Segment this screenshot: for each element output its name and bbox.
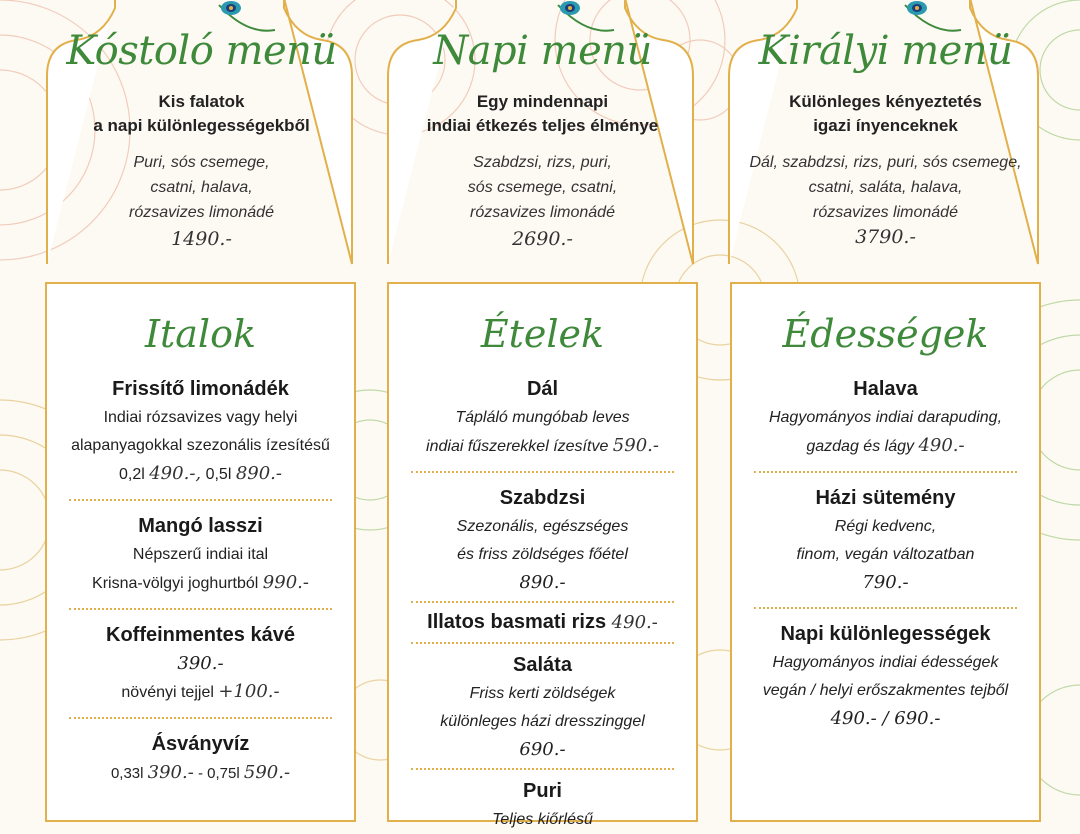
item-name: Ásványvíz bbox=[151, 733, 250, 755]
menu-subtitle: Kis falatok a napi különlegességekből bbox=[93, 92, 310, 135]
dotted-divider bbox=[411, 642, 674, 644]
menu-card-napi bbox=[386, 0, 699, 268]
dotted-divider bbox=[754, 471, 1017, 473]
item-name: Mangó lasszi bbox=[138, 515, 263, 537]
menu-description: Szabdzsi, rizs, puri, sós csemege, csatni, rózsavizes limonádé bbox=[467, 154, 618, 221]
item-name: Frissítő limonádék bbox=[112, 378, 289, 400]
list-item: Koffeinmentes kávé 390.- növényi tejjel +100.- bbox=[47, 620, 354, 707]
dotted-divider bbox=[411, 601, 674, 603]
dotted-divider bbox=[69, 608, 332, 610]
item-name: Koffeinmentes kávé bbox=[106, 624, 295, 646]
menu-title: Kóstoló menü bbox=[66, 28, 337, 74]
menu-card-kostolo bbox=[45, 0, 358, 268]
menu-price: 3790.- bbox=[855, 226, 916, 248]
menu-price: 2690.- bbox=[512, 228, 573, 250]
item-name: Puri bbox=[523, 780, 562, 802]
list-item: Dál Tápláló mungóbab leves indiai fűszerekkel ízesítve 590.- bbox=[389, 374, 696, 461]
list-item: Halava Hagyományos indiai darapuding, gazdag és lágy 490.- bbox=[732, 374, 1039, 461]
dotted-divider bbox=[69, 499, 332, 501]
section-etelek bbox=[387, 282, 698, 828]
section-title: Ételek bbox=[480, 312, 605, 356]
menu-title: Királyi menü bbox=[758, 28, 1013, 74]
dotted-divider bbox=[411, 471, 674, 473]
menu-subtitle: Egy mindennapi indiai étkezés teljes élménye bbox=[426, 92, 659, 135]
item-name: Halava bbox=[853, 378, 918, 400]
list-item: Puri Teljes kiőrlésű bbox=[389, 776, 696, 834]
menu-description: Dál, szabdzsi, rizs, puri, sós csemege, csatni, saláta, halava, rózsavizes limonádé bbox=[749, 154, 1022, 221]
list-item: Napi különlegességek Hagyományos indiai édességek vegán / helyi erőszakmentes tejből 490.- / 690.- bbox=[732, 619, 1039, 733]
section-italok bbox=[45, 282, 356, 822]
item-name: Illatos basmati rizs bbox=[427, 611, 607, 633]
item-name: Szabdzsi bbox=[499, 487, 586, 509]
item-name: Napi különlegességek bbox=[780, 623, 991, 645]
menu-subtitle: Különleges kényeztetés igazi ínyenceknek bbox=[789, 92, 982, 135]
menu-description: Puri, sós csemege, csatni, halava, rózsavizes limonádé bbox=[129, 154, 274, 221]
menu-price: 1490.- bbox=[171, 228, 232, 250]
dotted-divider bbox=[69, 717, 332, 719]
dotted-divider bbox=[411, 768, 674, 770]
list-item: Frissítő limonádék Indiai rózsavizes vagy helyi alapanyagokkal szezonális ízesítésű 0,2l 490.-, 0,5l 890.- bbox=[47, 374, 354, 489]
section-title: Italok bbox=[145, 312, 256, 356]
menu-title: Napi menü bbox=[433, 28, 652, 74]
dotted-divider bbox=[754, 607, 1017, 609]
list-item: Mangó lasszi Népszerű indiai ital Krisna-völgyi joghurtból 990.- bbox=[47, 511, 354, 598]
list-item: Házi sütemény Régi kedvenc, finom, vegán változatban 790.- bbox=[732, 483, 1039, 597]
item-name: Saláta bbox=[513, 654, 572, 676]
section-edessegek bbox=[730, 282, 1041, 822]
menu-card-kiralyi bbox=[727, 0, 1044, 268]
list-item: Saláta Friss kerti zöldségek különleges házi dresszinggel 690.- bbox=[389, 650, 696, 764]
item-name: Dál bbox=[526, 378, 559, 400]
list-item: Ásványvíz 0,33l 390.- - 0,75l 590.- bbox=[47, 729, 354, 788]
section-title: Édességek bbox=[782, 312, 989, 356]
list-item: Szabdzsi Szezonális, egészséges és friss zöldséges főétel 890.- bbox=[389, 483, 696, 597]
list-item: Illatos basmati rizs 490.- bbox=[427, 611, 658, 633]
item-name: Házi sütemény bbox=[815, 487, 956, 509]
